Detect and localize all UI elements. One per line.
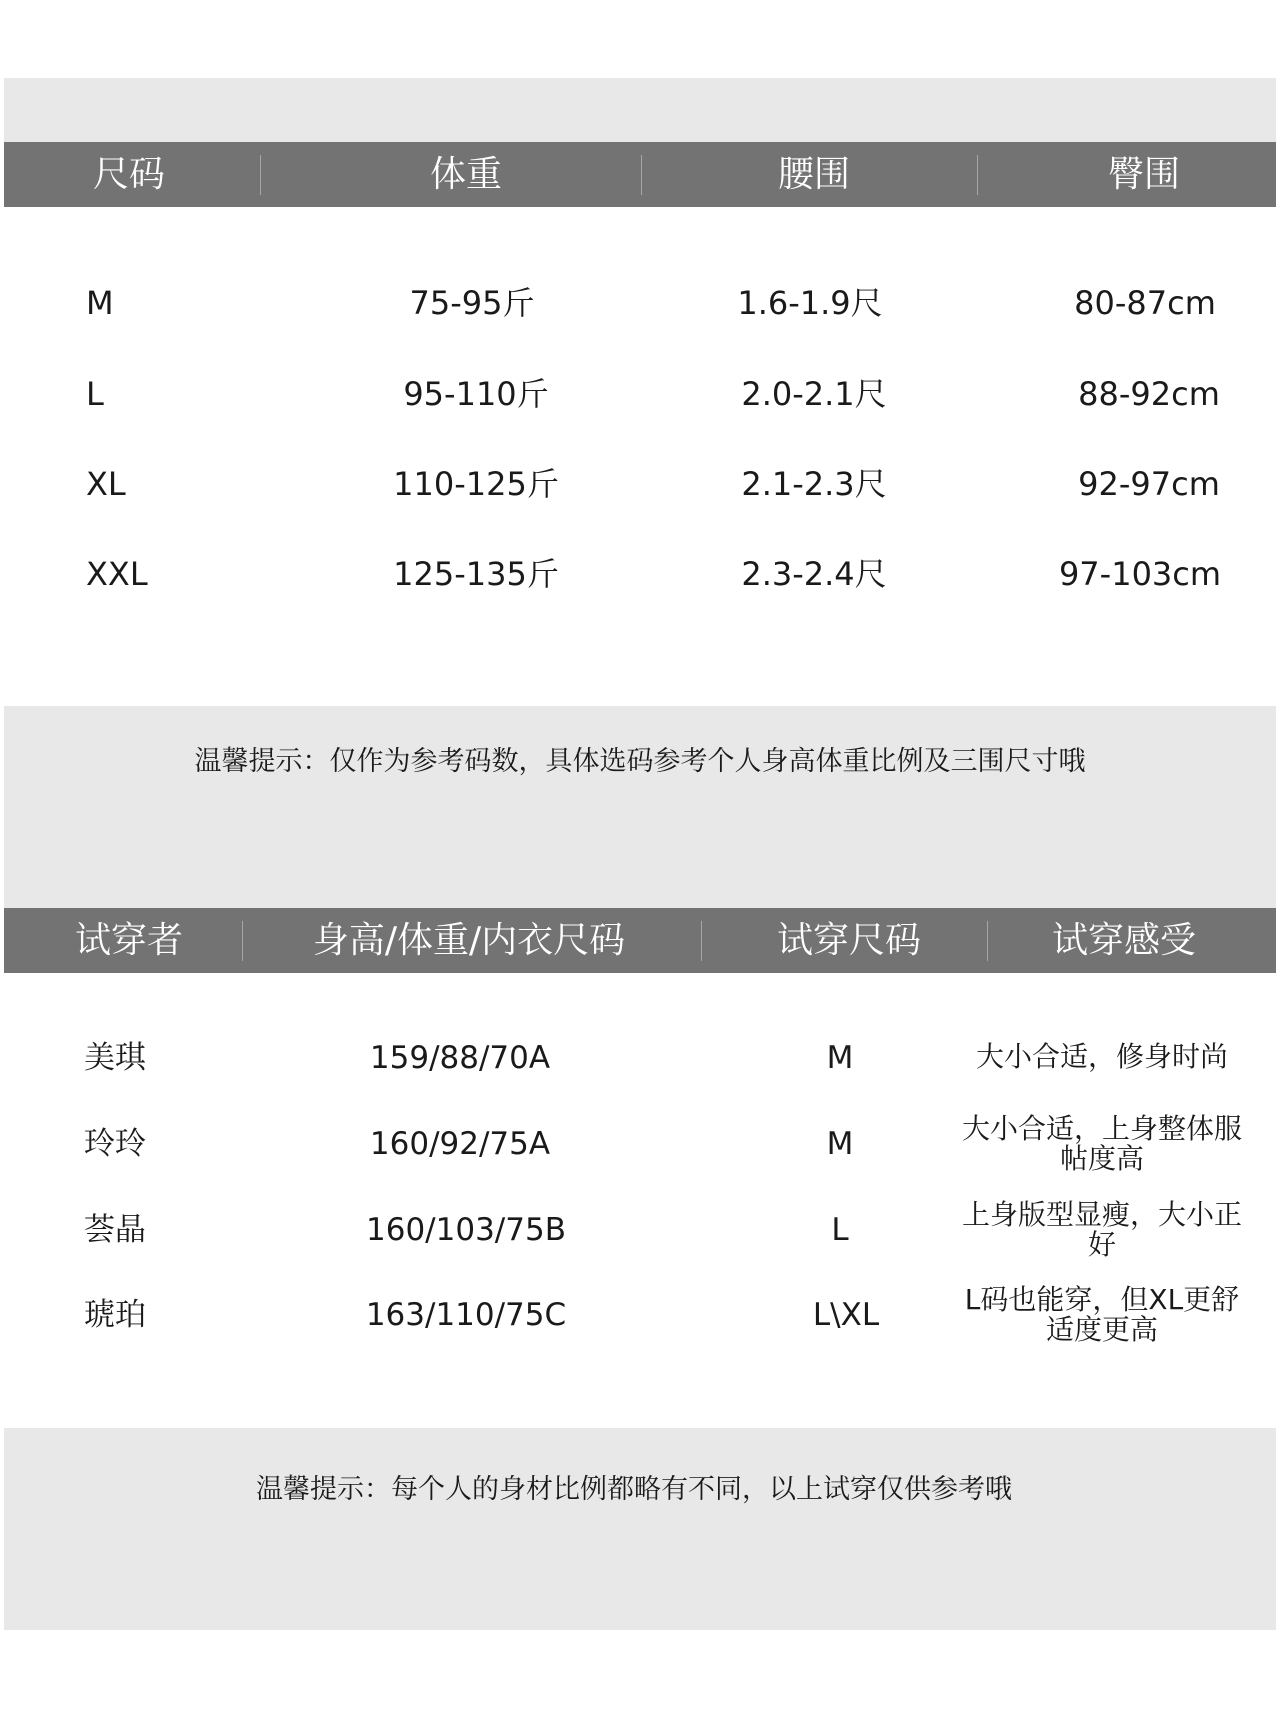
cell-tester: 荟晶 <box>84 1212 146 1248</box>
cell-size: L <box>86 375 104 413</box>
fit-tip-band <box>4 1428 1276 1630</box>
header-waist: 腰围 <box>777 154 850 195</box>
header-weight: 体重 <box>429 154 502 195</box>
size-tip-text: 温馨提示：仅作为参考码数，具体选码参考个人身高体重比例及三围尺寸哦 <box>194 746 1086 777</box>
size-table-header <box>4 142 1276 207</box>
header-stats: 身高/体重/内衣尺码 <box>312 920 626 961</box>
header-divider <box>977 155 978 195</box>
cell-fit-size: M <box>826 1126 854 1162</box>
cell-tester: 玲玲 <box>84 1126 146 1162</box>
cell-weight: 110-125斤 <box>393 465 559 503</box>
cell-weight: 95-110斤 <box>403 375 549 413</box>
cell-waist: 1.6-1.9尺 <box>737 284 883 322</box>
cell-fit-size: L <box>831 1212 849 1248</box>
cell-tester: 美琪 <box>84 1040 146 1076</box>
cell-waist: 2.1-2.3尺 <box>741 465 887 503</box>
cell-stats: 163/110/75C <box>365 1297 567 1333</box>
size-tip-band <box>4 706 1276 908</box>
cell-hip: 97-103cm <box>1058 555 1222 593</box>
cell-waist: 2.0-2.1尺 <box>741 375 887 413</box>
cell-fit-feel: 大小合适，修身时尚 <box>975 1040 1228 1073</box>
cell-stats: 160/103/75B <box>366 1212 566 1248</box>
cell-fit-size: L\XL <box>812 1297 880 1333</box>
header-divider <box>242 921 243 961</box>
header-size: 尺码 <box>92 154 165 195</box>
cell-fit-size: M <box>826 1040 854 1076</box>
cell-size: M <box>86 284 114 322</box>
cell-fit-feel: L码也能穿，但XL更舒适度更高 <box>964 1283 1240 1346</box>
cell-fit-feel: 大小合适，上身整体服帖度高 <box>962 1112 1243 1175</box>
cell-stats: 159/88/70A <box>369 1040 551 1076</box>
header-divider <box>987 921 988 961</box>
cell-hip: 80-87cm <box>1074 284 1216 322</box>
fit-table-header <box>4 908 1276 973</box>
cell-weight: 75-95斤 <box>409 284 535 322</box>
header-divider <box>260 155 261 195</box>
cell-hip: 92-97cm <box>1078 465 1220 503</box>
cell-waist: 2.3-2.4尺 <box>741 555 887 593</box>
size-table-top-band <box>4 78 1276 142</box>
cell-weight: 125-135斤 <box>393 555 559 593</box>
cell-size: XL <box>86 465 126 503</box>
cell-stats: 160/92/75A <box>369 1126 551 1162</box>
cell-size: XXL <box>86 555 148 593</box>
header-tester: 试穿者 <box>74 920 183 961</box>
fit-tip-text: 温馨提示：每个人的身材比例都略有不同，以上试穿仅供参考哦 <box>256 1474 1012 1505</box>
cell-fit-feel: 上身版型显瘦，大小正好 <box>962 1198 1243 1261</box>
cell-hip: 88-92cm <box>1078 375 1220 413</box>
header-hip: 臀围 <box>1107 154 1180 195</box>
header-divider <box>701 921 702 961</box>
header-divider <box>641 155 642 195</box>
cell-tester: 琥珀 <box>84 1297 146 1333</box>
header-fit-feel: 试穿感受 <box>1051 920 1196 961</box>
header-fit-size: 试穿尺码 <box>776 920 921 961</box>
